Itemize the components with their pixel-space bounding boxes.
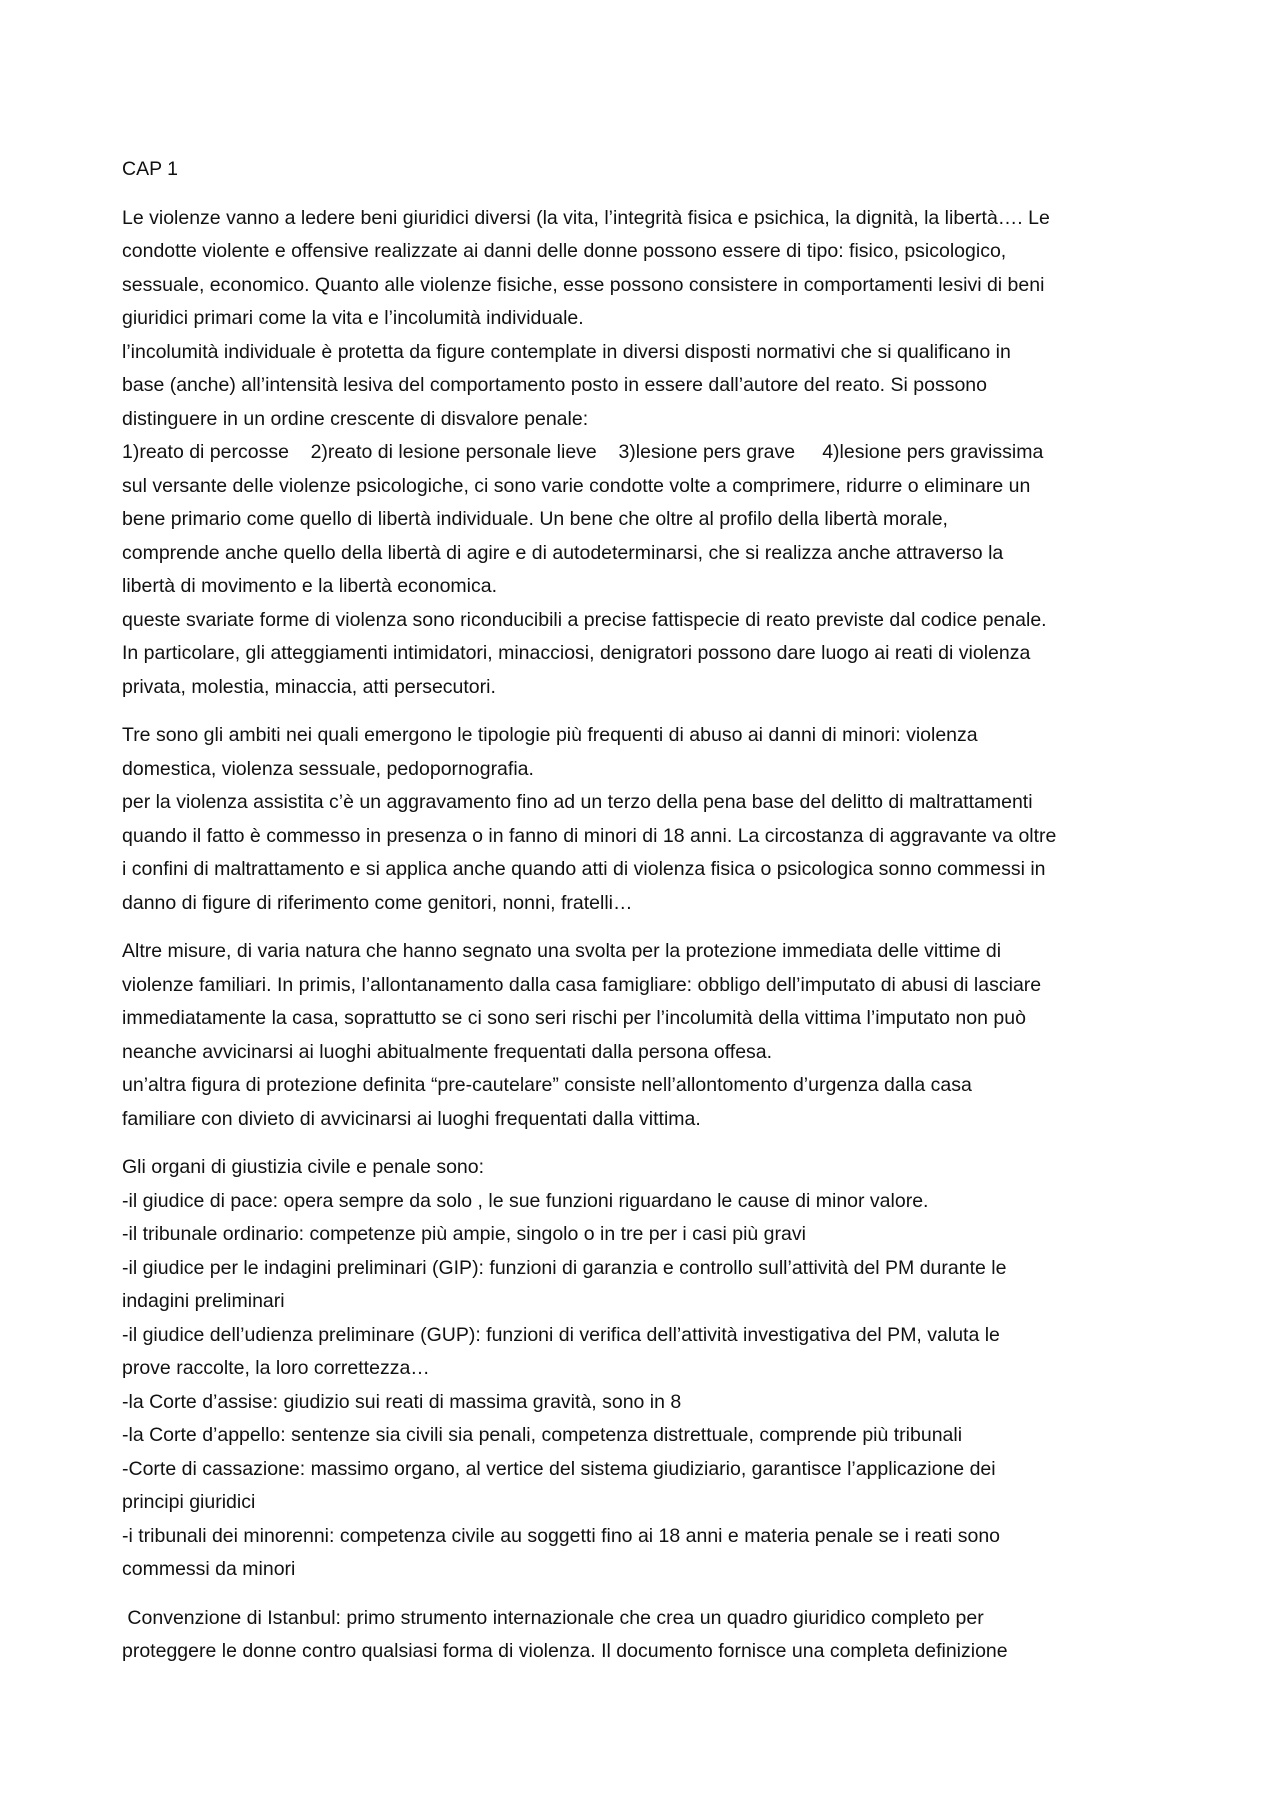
text-line: quando il fatto è commesso in presenza o in fanno di minori di 18 anni. La circostanza di aggravante va oltre [122, 824, 1057, 847]
text-line: In particolare, gli atteggiamenti intimidatori, minacciosi, denigratori possono dare luogo ai reati di violenza [122, 642, 1031, 664]
text-line: comprende anche quello della libertà di agire e di autodeterminarsi, che si realizza anche attraverso la [122, 541, 1004, 564]
text-line: libertà di movimento e la libertà economica. [122, 575, 498, 597]
text-line: neanche avvicinarsi ai luoghi abitualmente frequentati dalla persona offesa. [122, 1040, 773, 1063]
text-line: domestica, violenza sessuale, pedopornografia. [122, 757, 534, 780]
paragraph [122, 1151, 1182, 1587]
text-line: privata, molestia, minaccia, atti persecutori. [122, 675, 496, 698]
chapter-heading: CAP 1 [122, 158, 179, 180]
text-line: -il giudice per le indagini preliminari (GIP): funzioni di garanzia e controllo sull’attività del PM durante le [122, 1256, 1007, 1279]
text-line: proteggere le donne contro qualsiasi forma di violenza. Il documento fornisce una completa definizione [122, 1640, 1008, 1662]
paragraph [122, 935, 1182, 1136]
text-line: bene primario come quello di libertà individuale. Un bene che oltre al profilo della libertà morale, [122, 508, 948, 530]
text-line: -la Corte d’appello: sentenze sia civili sia penali, competenza distrettuale, comprende più tribunali [122, 1424, 963, 1446]
text-line: familiare con divieto di avvicinarsi ai luoghi frequentati dalla vittima. [122, 1107, 701, 1130]
text-line: giuridici primari come la vita e l’incolumità individuale. [122, 307, 584, 329]
text-line: Altre misure, di varia natura che hanno segnato una svolta per la protezione immediata delle vittime di [122, 940, 1002, 962]
paragraph [122, 202, 1182, 705]
text-line: -la Corte d’assise: giudizio sui reati di massima gravità, sono in 8 [122, 1390, 682, 1413]
text-line: queste svariate forme di violenza sono riconducibili a precise fattispecie di reato previste dal codice penale. [122, 608, 1047, 631]
text-line: l’incolumità individuale è protetta da figure contemplate in diversi disposti normativi che si qualificano in [122, 340, 1011, 363]
text-line: un’altra figura di protezione definita “pre-cautelare” consiste nell’allontomento d’urgenza dalla casa [122, 1074, 972, 1096]
text-line: i confini di maltrattamento e si applica anche quando atti di violenza fisica o psicologica sonno commessi in [122, 858, 1046, 880]
text-line: violenze familiari. In primis, l’allontanamento dalla casa famigliare: obbligo dell’imputato di abusi di lasciare [122, 973, 1042, 996]
text-line: -Corte di cassazione: massimo organo, al vertice del sistema giudiziario, garantisce l’applicazione dei [122, 1457, 996, 1480]
text-line: prove raccolte, la loro correttezza… [122, 1357, 430, 1379]
text-line: principi giuridici [122, 1491, 256, 1513]
text-line: distinguere in un ordine crescente di disvalore penale: [122, 407, 589, 430]
document-body [122, 153, 1182, 1684]
text-line: -i tribunali dei minorenni: competenza civile au soggetti fino ai 18 anni e materia penale se i reati sono [122, 1524, 1001, 1547]
text-line: Gli organi di giustizia civile e penale sono: [122, 1156, 485, 1178]
text-line: Tre sono gli ambiti nei quali emergono le tipologie più frequenti di abuso ai danni di minori: violenza [122, 724, 978, 746]
text-line: -il giudice di pace: opera sempre da solo , le sue funzioni riguardano le cause di minor valore. [122, 1189, 929, 1212]
text-line: sul versante delle violenze psicologiche, ci sono varie condotte volte a comprimere, ridurre o eliminare un [122, 474, 1031, 497]
text-line: commessi da minori [122, 1558, 296, 1580]
paragraph [122, 1602, 1182, 1669]
text-line: 1)reato di percosse 2)reato di lesione personale lieve 3)lesione pers grave 4)lesione pers gravissima [122, 441, 1044, 463]
text-line: -il giudice dell’udienza preliminare (GUP): funzioni di verifica dell’attività investigativa del PM, valuta le [122, 1323, 1000, 1346]
text-line: -il tribunale ordinario: competenze più ampie, singolo o in tre per i casi più gravi [122, 1223, 806, 1245]
text-line: Convenzione di Istanbul: primo strumento internazionale che crea un quadro giuridico completo per [122, 1606, 984, 1629]
text-line: danno di figure di riferimento come genitori, nonni, fratelli… [122, 891, 633, 914]
paragraph-container [122, 202, 1182, 1669]
text-line: per la violenza assistita c’è un aggravamento fino ad un terzo della pena base del delitto di maltrattamenti [122, 791, 1033, 813]
text-line: Le violenze vanno a ledere beni giuridici diversi (la vita, l’integrità fisica e psichica, la dignità, la libertà…. Le [122, 206, 1050, 229]
text-line: sessuale, economico. Quanto alle violenze fisiche, esse possono consistere in comportamenti lesivi di beni [122, 273, 1045, 296]
text-line: immediatamente la casa, soprattutto se ci sono seri rischi per l’incolumità della vittima l’imputato non può [122, 1007, 1026, 1029]
text-line: base (anche) all’intensità lesiva del comportamento posto in essere dall’autore del reato. Si possono [122, 374, 987, 396]
text-line: indagini preliminari [122, 1290, 285, 1312]
text-line: condotte violente e offensive realizzate ai danni delle donne possono essere di tipo: fisico, psicologico, [122, 240, 1007, 262]
paragraph [122, 719, 1182, 920]
